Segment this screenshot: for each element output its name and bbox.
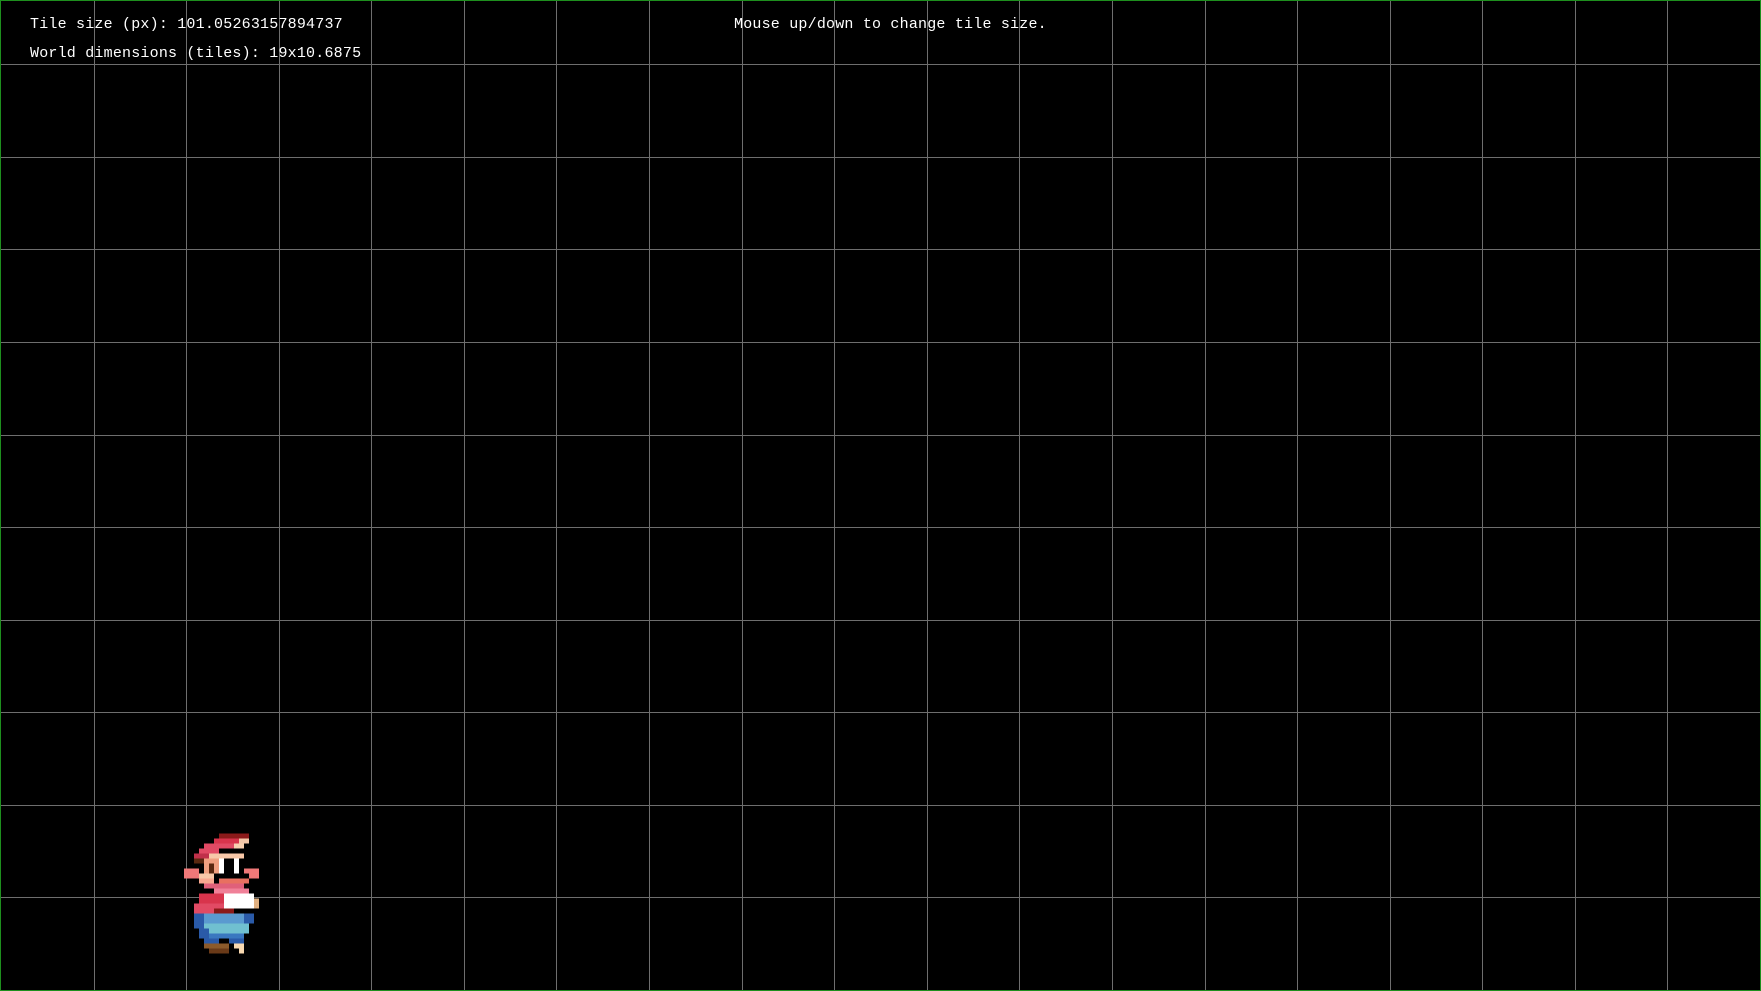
tile-size-readout bbox=[30, 16, 343, 33]
instructions-text: Mouse up/down to change tile size. bbox=[734, 16, 1047, 33]
mario-icon bbox=[184, 827, 269, 990]
tile-size-label: Tile size (px): bbox=[30, 16, 169, 33]
world-dimensions-value: 19x10.6875 bbox=[269, 45, 362, 62]
tile-size-value: 101.05263157894737 bbox=[177, 16, 343, 33]
world-dimensions-label: World dimensions (tiles): bbox=[30, 45, 261, 62]
player-character bbox=[184, 827, 269, 990]
world-dimensions-readout bbox=[30, 45, 361, 62]
